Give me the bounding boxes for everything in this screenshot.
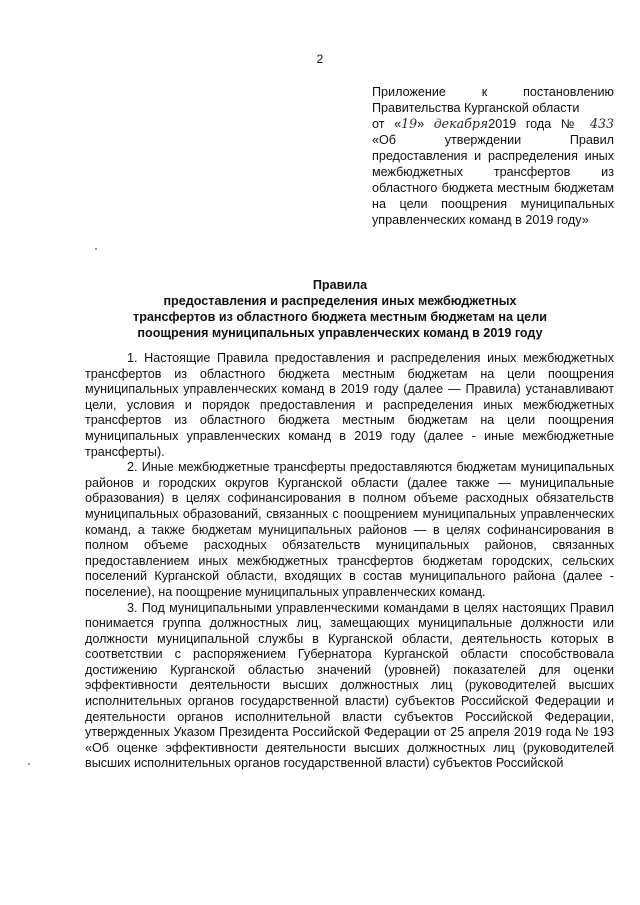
annex-date-prefix: от « <box>372 117 402 131</box>
title-line-1: Правила <box>312 278 368 292</box>
page-number: 2 <box>316 52 324 66</box>
handwritten-number: 433 <box>589 116 615 131</box>
handwritten-day: 19 <box>401 116 418 131</box>
handwritten-month: декабря <box>433 116 489 131</box>
body-text <box>85 351 614 772</box>
title-line-4: поощрения муниципальных управленческих команд в 2019 году <box>137 326 543 340</box>
paragraph-2: 2. Иные межбюджетные трансферты предоставляются бюджетам муниципальных районов и городских округов Курганской области (далее также — муниципальные образования) в целях софинансирования в полном объеме расходных обязательств муниципальных образований, связанных с поощрением муниципальных управленческих команд, а также бюджетам муниципальных районов — в целях софинансирования в полном объеме расходных обязательств муниципальных районов, связанных предоставлением иных межбюджетных трансфертов бюджетам городских, сельских поселений Курганской области, входящих в состав муниципального района (далее - поселение), на поощрение муниципальных управленческих команд. <box>85 460 614 599</box>
scan-speck <box>28 763 30 765</box>
annex-subject: «Об утверждении Правил предоставления и распределения иных межбюджетных трансфертов из областного бюджета местным бюджетам на цели поощрения муниципальных управленческих команд в 2019 году» <box>372 133 614 227</box>
annex-date-suffix: 2019 года № <box>488 117 581 131</box>
scan-speck <box>95 248 97 250</box>
annex-date-line <box>372 116 614 132</box>
annex-line-2: Правительства Курганской области <box>372 101 580 115</box>
title-line-2: предоставления и распределения иных межбюджетных <box>163 294 517 308</box>
document-title <box>40 277 640 341</box>
annex-block <box>372 84 614 228</box>
annex-line-1: Приложение к постановлению <box>372 85 614 99</box>
annex-date-mid: » <box>417 117 425 131</box>
title-line-3: трансфертов из областного бюджета местным бюджетам на цели <box>133 310 547 324</box>
paragraph-1: 1. Настоящие Правила предоставления и распределения иных межбюджетных трансфертов из областного бюджета местным бюджетам на цели поощрения муниципальных управленческих команд в 2019 году (далее — Правила) устанавливают цели, условия и порядок предоставления и распределения иных межбюджетных трансфертов из областного бюджета местным бюджетам на цели поощрения муниципальных управленческих команд в 2019 году (далее - иные межбюджетные трансферты). <box>85 351 614 459</box>
paragraph-3: 3. Под муниципальными управленческими командами в целях настоящих Правил понимается группа должностных лиц, замещающих муниципальные должности или должности муниципальной службы в Курганской области, деятельность которых в соответствии с распоряжением Губернатора Курганской области способствовала достижению Курганской областью значений (уровней) показателей для оценки эффективности деятельности высших должностных лиц (руководителей высших исполнительных органов государственной власти) субъектов Российской Федерации и деятельности органов исполнительной власти субъектов Российской Федерации, утвержденных Указом Президента Российской Федерации от 25 апреля 2019 года № 193 «Об оценке эффективности деятельности высших должностных лиц (руководителей высших исполнительных органов государственной власти) субъектов Российской <box>85 600 614 771</box>
